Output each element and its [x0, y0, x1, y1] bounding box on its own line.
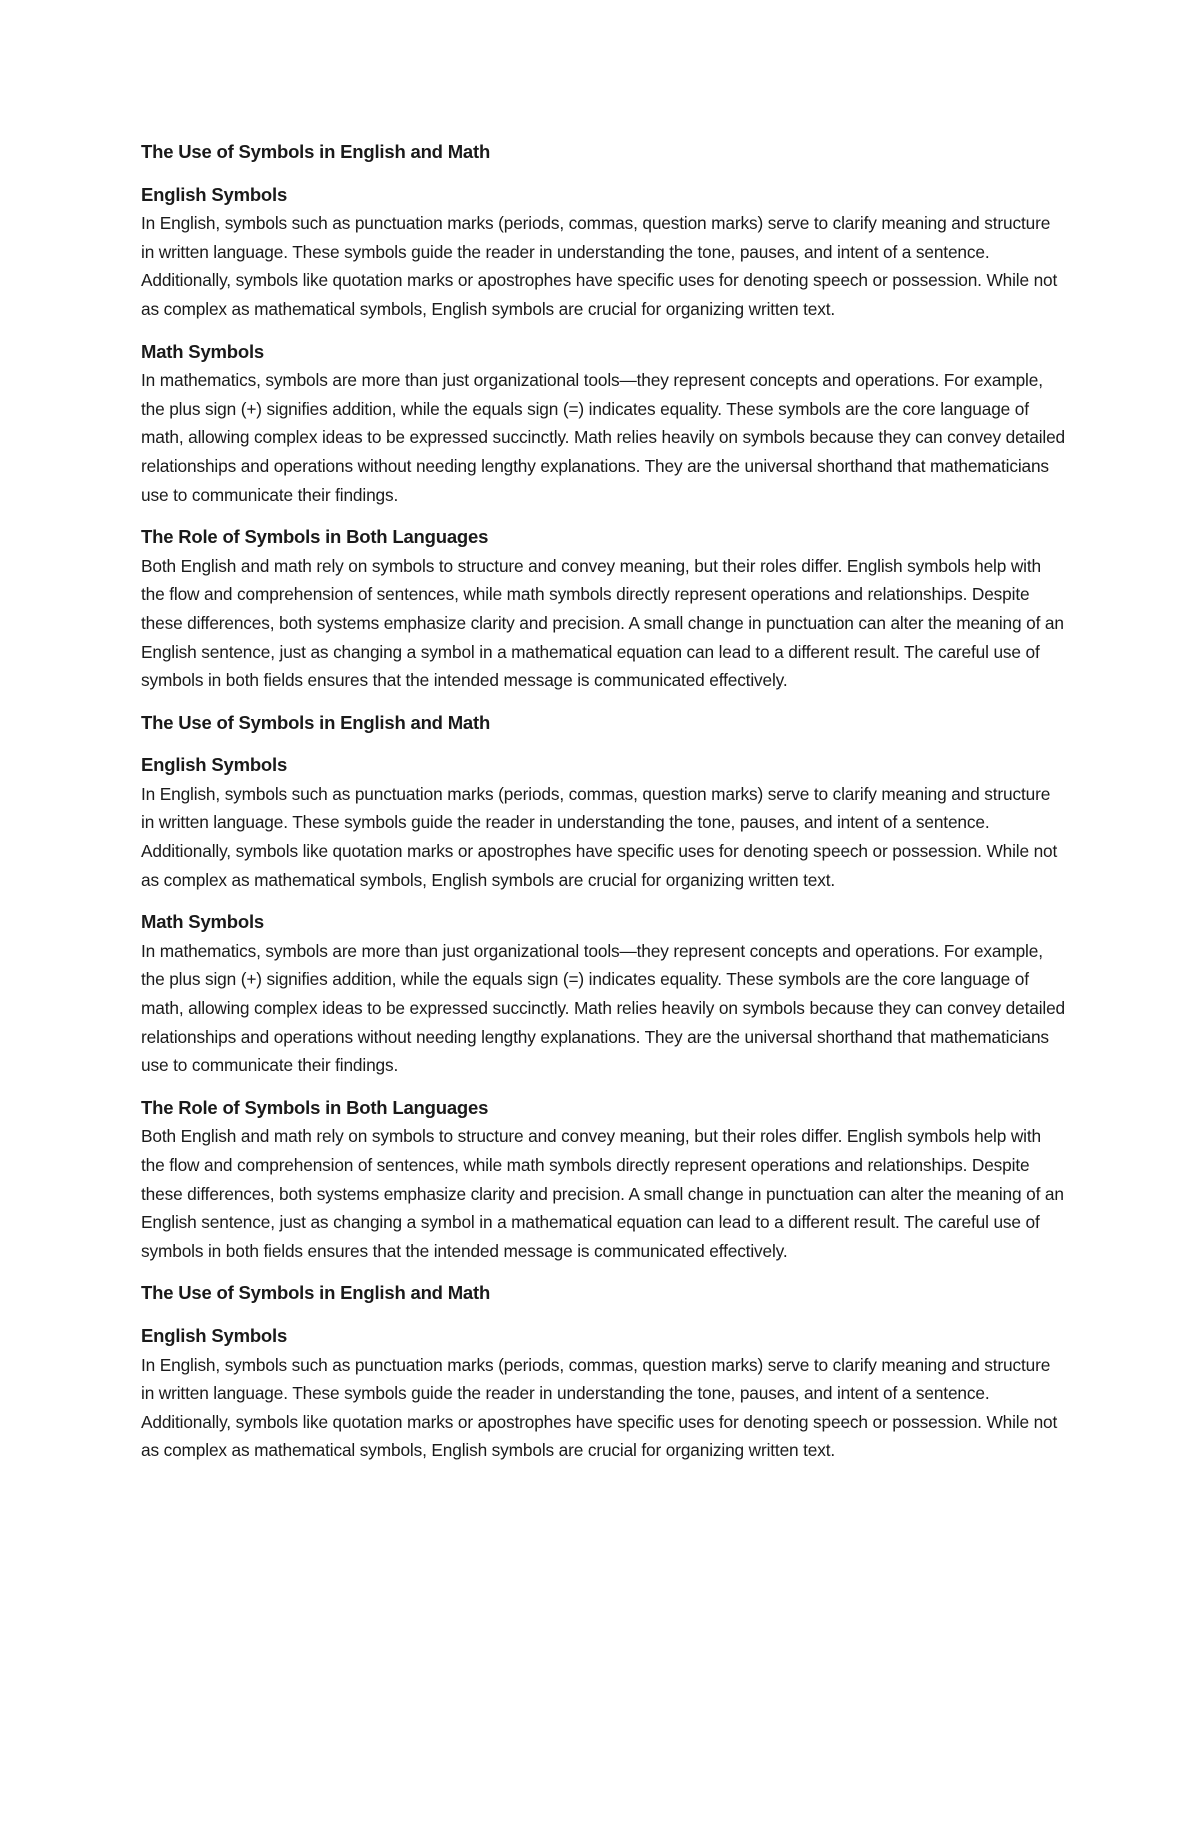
document-body: [141, 138, 1066, 1479]
section-paragraph: In mathematics, symbols are more than just organizational tools—they represent concepts and operations. For example, the plus sign (+) signifies addition, while the equals sign (=) indicates equality. These symbols are the core language of math, allowing complex ideas to be expressed succinctly. Math relies heavily on symbols because they can convey detailed relationships and operations without needing lengthy explanations. They are the universal shorthand that mathematicians use to communicate their findings.: [141, 370, 1065, 505]
section-paragraph: In English, symbols such as punctuation marks (periods, commas, question marks) serve to clarify meaning and structure in written language. These symbols guide the reader in understanding the tone, pauses, and intent of a sentence. Additionally, symbols like quotation marks or apostrophes have specific uses for denoting speech or possession. While not as complex as mathematical symbols, English symbols are crucial for organizing written text.: [141, 783, 1058, 890]
document-title: The Use of Symbols in English and Math: [141, 711, 491, 733]
section-paragraph: In mathematics, symbols are more than just organizational tools—they represent concepts and operations. For example, the plus sign (+) signifies addition, while the equals sign (=) indicates equality. These symbols are the core language of math, allowing complex ideas to be expressed succinctly. Math relies heavily on symbols because they can convey detailed relationships and operations without needing lengthy explanations. They are the universal shorthand that mathematicians use to communicate their findings.: [141, 940, 1065, 1076]
section-heading-english-symbols: English Symbols: [141, 754, 288, 776]
section-heading-english-symbols: English Symbols: [141, 183, 288, 205]
section-paragraph: In English, symbols such as punctuation marks (periods, commas, question marks) serve to clarify meaning and structure in written language. These symbols guide the reader in understanding the tone, pauses, and intent of a sentence. Additionally, symbols like quotation marks or apostrophes have specific uses for denoting speech or possession. While not as complex as mathematical symbols, English symbols are crucial for organizing written text.: [141, 213, 1058, 319]
section-paragraph: In English, symbols such as punctuation marks (periods, commas, question marks) serve to clarify meaning and structure in written language. These symbols guide the reader in understanding the tone, pauses, and intent of a sentence. Additionally, symbols like quotation marks or apostrophes have specific uses for denoting speech or possession. While not as complex as mathematical symbols, English symbols are crucial for organizing written text.: [141, 1354, 1058, 1461]
section-heading-math-symbols: Math Symbols: [141, 911, 265, 933]
document-title: The Use of Symbols in English and Math: [141, 1282, 491, 1304]
document-block: [141, 138, 1066, 695]
section-heading-math-symbols: Math Symbols: [141, 340, 265, 362]
document-block: [141, 1279, 1066, 1465]
section-heading-role-of-symbols: The Role of Symbols in Both Languages: [141, 526, 489, 548]
document-block: [141, 709, 1066, 1266]
section-heading-role-of-symbols: The Role of Symbols in Both Languages: [141, 1096, 489, 1118]
document-title: The Use of Symbols in English and Math: [141, 141, 491, 162]
section-paragraph: Both English and math rely on symbols to structure and convey meaning, but their roles differ. English symbols help with the flow and comprehension of sentences, while math symbols directly represent operations and relationships. Despite these differences, both systems emphasize clarity and precision. A small change in punctuation can alter the meaning of an English sentence, just as changing a symbol in a mathematical equation can lead to a different result. The careful use of symbols in both fields ensures that the intended message is communicated effectively.: [141, 1126, 1064, 1261]
section-heading-english-symbols: English Symbols: [141, 1324, 288, 1346]
section-paragraph: Both English and math rely on symbols to structure and convey meaning, but their roles differ. English symbols help with the flow and comprehension of sentences, while math symbols directly represent operations and relationships. Despite these differences, both systems emphasize clarity and precision. A small change in punctuation can alter the meaning of an English sentence, just as changing a symbol in a mathematical equation can lead to a different result. The careful use of symbols in both fields ensures that the intended message is communicated effectively.: [141, 555, 1064, 691]
